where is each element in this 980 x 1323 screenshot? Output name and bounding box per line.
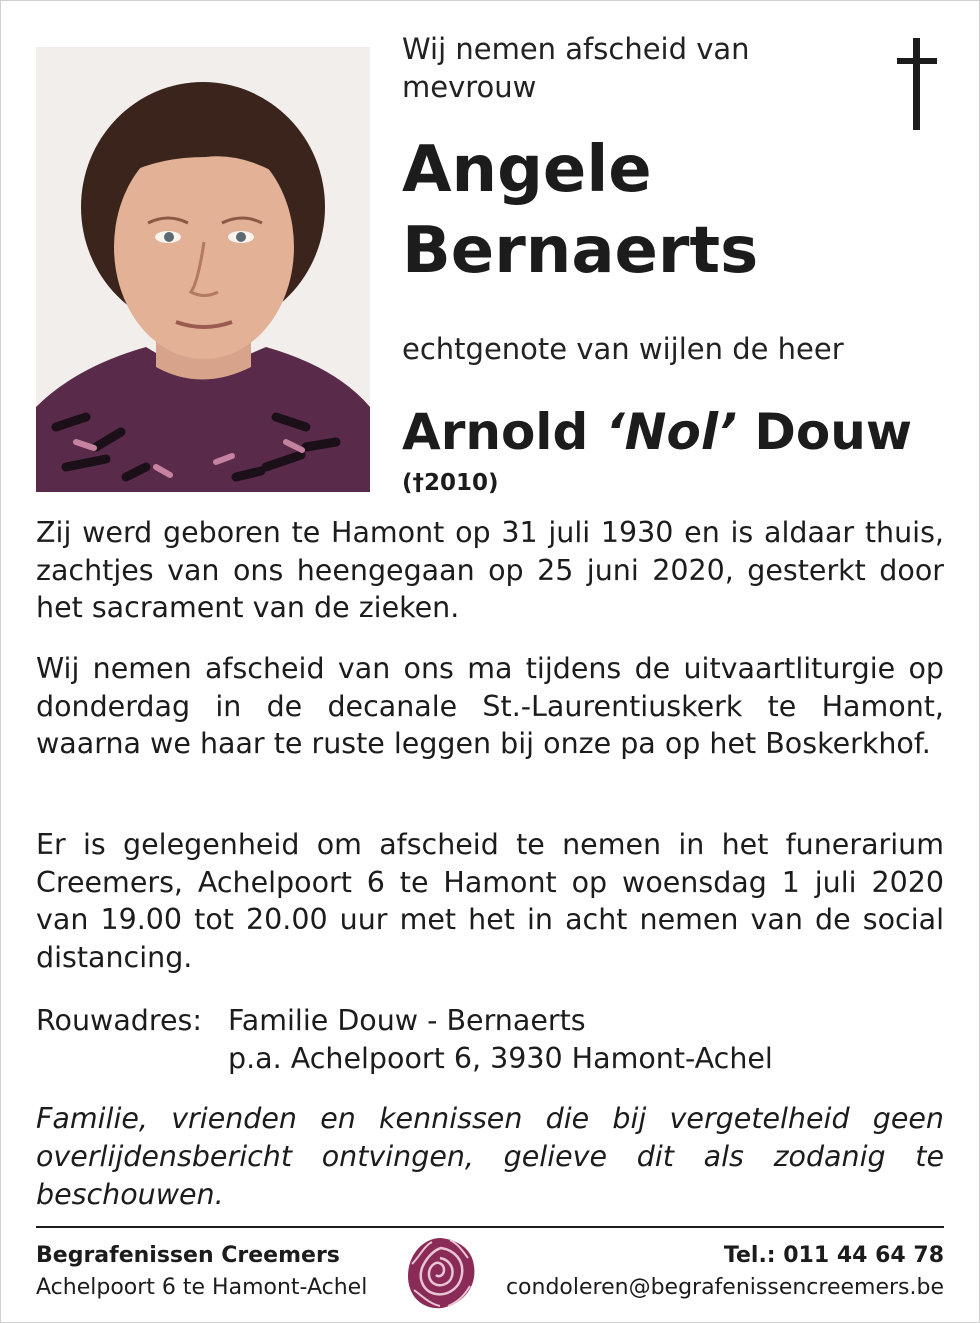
intro-line-1: Wij nemen afscheid van (402, 32, 750, 66)
spouse-name (402, 398, 962, 466)
paragraph-visitation: Er is gelegenheid om afscheid te nemen in het funerarium Creemers, Achelpoort 6 te Hamont op woensdag 1 juli 2020 van 19.00 tot 20.00 uur met het in acht nemen van de social distancing. (36, 828, 944, 974)
portrait-photo (36, 47, 370, 492)
cross-icon (894, 38, 940, 130)
footer-company-name: Begrafenissen Creemers (36, 1243, 340, 1268)
spouse-intro: echtgenote van wijlen de heer (402, 332, 844, 366)
deceased-last-name: Bernaerts (402, 214, 759, 288)
spouse-nickname: ‘Nol’ (605, 403, 737, 461)
paragraph-birth-death: Zij werd geboren te Hamont op 31 juli 1930 en is aldaar thuis, zachtjes van ons heengegaan op 25 juni 2020, gesterkt door het sacrament van de zieken. (36, 516, 944, 624)
paragraph-funeral: Wij nemen afscheid van ons ma tijdens de uitvaartliturgie op donderdag in de decanale St.-Laurentiuskerk te Hamont, waarna we haar te ruste leggen bij onze pa op het Boskerkhof. (36, 652, 944, 760)
spouse-first-name: Arnold (402, 403, 589, 461)
spouse-last-name: Douw (754, 403, 913, 461)
mourning-address-line-2: p.a. Achelpoort 6, 3930 Hamont-Achel (228, 1042, 773, 1075)
spouse-death-year: (†2010) (402, 470, 499, 496)
intro-line-2: mevrouw (402, 70, 537, 104)
deceased-name (402, 130, 922, 292)
mourning-address-label: Rouwadres: (36, 1004, 202, 1037)
deceased-first-name: Angele (402, 133, 652, 207)
footer-divider (36, 1226, 944, 1228)
footer-phone[interactable]: Tel.: 011 44 64 78 (723, 1243, 944, 1268)
rose-icon (402, 1234, 480, 1312)
intro-text (402, 30, 822, 106)
mourning-address-line-1: Familie Douw - Bernaerts (228, 1004, 586, 1037)
closing-note: Familie, vrienden en kennissen die bij vergetelheid geen overlijdensbericht ontvingen, gelieve dit als zodanig te beschouwen. (36, 1102, 944, 1211)
footer-email[interactable]: condoleren@begrafenissencreemers.be (505, 1275, 944, 1300)
footer-company-block (36, 1240, 416, 1304)
footer-company-address: Achelpoort 6 te Hamont-Achel (36, 1275, 368, 1300)
footer-contact-block (484, 1240, 944, 1304)
